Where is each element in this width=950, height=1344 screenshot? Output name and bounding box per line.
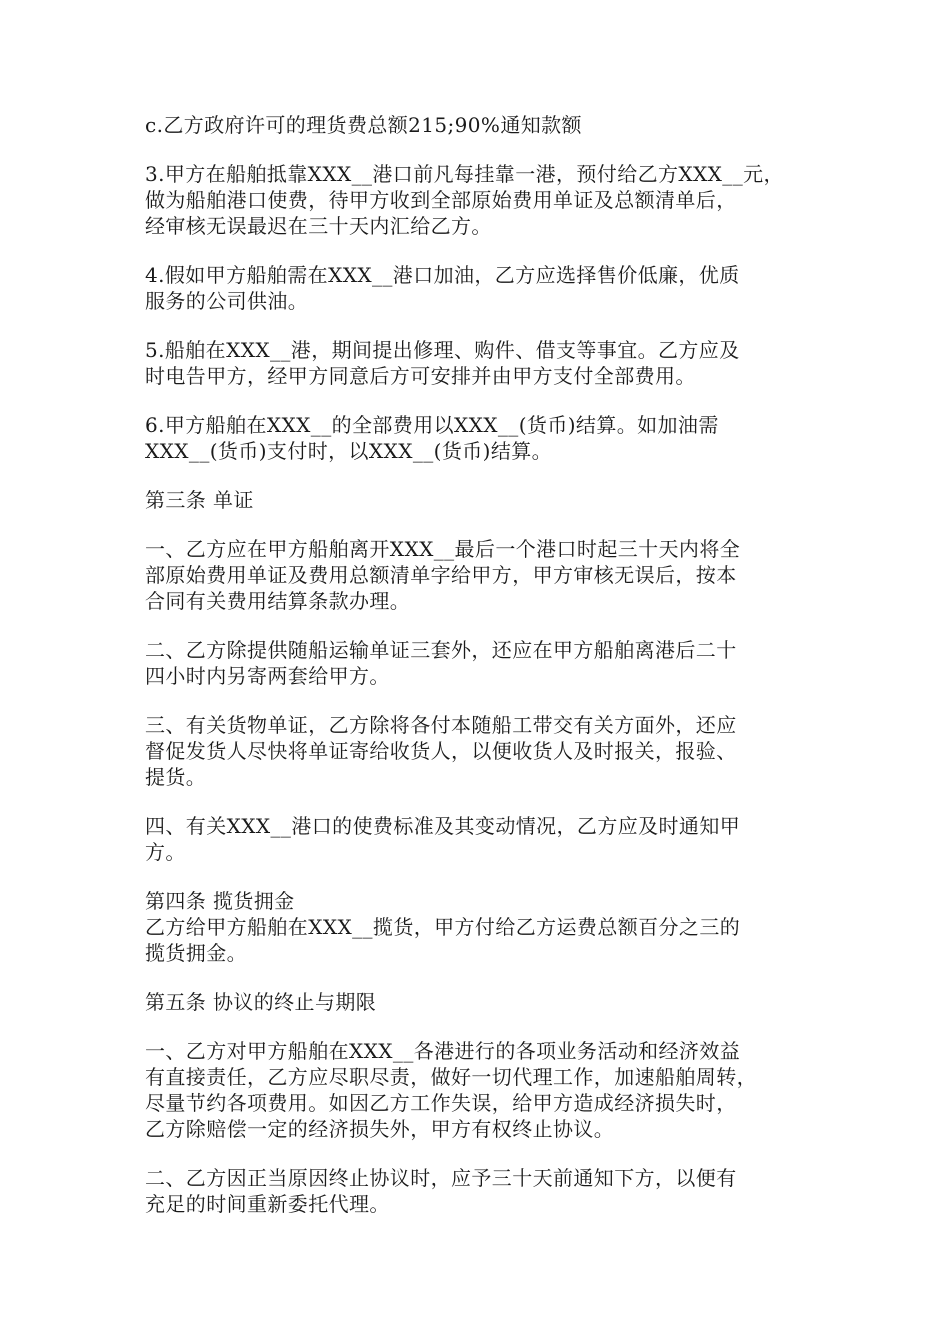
paragraph-line: 6.甲方船舶在XXX__的全部费用以XXX__(货币)结算。如加油需 [145, 413, 719, 437]
paragraph-line: 三、有关货物单证，乙方除将各付本随船工带交有关方面外，还应 [145, 713, 737, 737]
paragraph-line: 充足的时间重新委托代理。 [145, 1192, 390, 1216]
document-body [145, 112, 810, 1240]
document-paragraph [145, 637, 810, 689]
paragraph-line: 督促发货人尽快将单证寄给收货人，以便收货人及时报关，报验、 [145, 739, 737, 763]
paragraph-line: 做为船舶港口使费，待甲方收到全部原始费用单证及总额清单后， [145, 188, 737, 212]
paragraph-line: 合同有关费用结算条款办理。 [145, 589, 411, 613]
document-paragraph [145, 1165, 810, 1217]
document-paragraph [145, 112, 810, 138]
paragraph-line: 提货。 [145, 765, 207, 789]
paragraph-line: 乙方给甲方船舶在XXX__揽货，甲方付给乙方运费总额百分之三的 [145, 915, 741, 939]
document-paragraph [145, 262, 810, 314]
document-paragraph [145, 536, 810, 614]
paragraph-line: 一、乙方对甲方船舶在XXX__各港进行的各项业务活动和经济效益 [145, 1039, 741, 1063]
paragraph-line: 有直接责任，乙方应尽职尽责，做好一切代理工作，加速船舶周转， [145, 1065, 757, 1089]
document-paragraph [145, 1038, 810, 1142]
paragraph-line: c.乙方政府许可的理货费总额215;90%通知款额 [145, 113, 582, 137]
document-paragraph [145, 337, 810, 389]
paragraph-line: 方。 [145, 840, 186, 864]
document-paragraph [145, 487, 810, 513]
document-paragraph [145, 412, 810, 464]
paragraph-line: 揽货拥金。 [145, 941, 247, 965]
paragraph-line: 四小时内另寄两套给甲方。 [145, 664, 390, 688]
document-paragraph [145, 712, 810, 790]
paragraph-line: 一、乙方应在甲方船舶离开XXX__最后一个港口时起三十天内将全 [145, 537, 741, 561]
paragraph-line: 5.船舶在XXX__港，期间提出修理、购件、借支等事宜。乙方应及 [145, 338, 740, 362]
paragraph-line: 二、乙方因正当原因终止协议时，应予三十天前通知下方，以便有 [145, 1166, 737, 1190]
paragraph-line: 四、有关XXX__港口的使费标准及其变动情况，乙方应及时通知甲 [145, 814, 741, 838]
document-paragraph [145, 914, 810, 966]
paragraph-line: 第四条 揽货拥金 [145, 889, 295, 913]
paragraph-line: 第五条 协议的终止与期限 [145, 990, 377, 1014]
paragraph-line: XXX__(货币)支付时，以XXX__(货币)结算。 [145, 439, 553, 463]
paragraph-line: 经审核无误最迟在三十天内汇给乙方。 [145, 214, 492, 238]
paragraph-line: 时电告甲方，经甲方同意后方可安排并由甲方支付全部费用。 [145, 364, 696, 388]
paragraph-line: 部原始费用单证及费用总额清单字给甲方，甲方审核无误后，按本 [145, 563, 737, 587]
document-paragraph [145, 888, 810, 914]
paragraph-line: 乙方除赔偿一定的经济损失外，甲方有权终止协议。 [145, 1117, 615, 1141]
paragraph-line: 4.假如甲方船舶需在XXX__港口加油，乙方应选择售价低廉，优质 [145, 263, 740, 287]
paragraph-line: 尽量节约各项费用。如因乙方工作失误，给甲方造成经济损失时， [145, 1091, 737, 1115]
paragraph-line: 二、乙方除提供随船运输单证三套外，还应在甲方船舶离港后二十 [145, 638, 737, 662]
paragraph-line: 服务的公司供油。 [145, 289, 309, 313]
paragraph-line: 第三条 单证 [145, 488, 254, 512]
document-paragraph [145, 989, 810, 1015]
paragraph-line: 3.甲方在船舶抵靠XXX__港口前凡每挂靠一港，预付给乙方XXX__元， [145, 162, 784, 186]
document-paragraph [145, 161, 810, 239]
document-paragraph [145, 813, 810, 865]
